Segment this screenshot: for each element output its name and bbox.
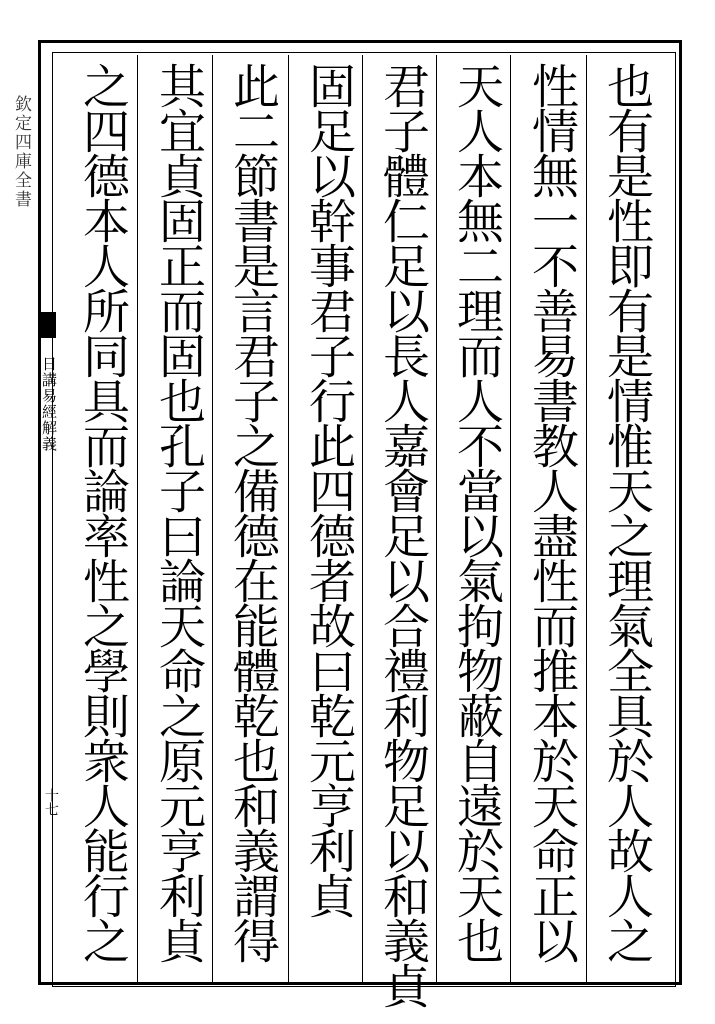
column-rule (436, 55, 437, 985)
page-number: 十七 (43, 788, 59, 816)
column-rule (510, 55, 511, 985)
text-frame (52, 52, 676, 1007)
text-column: 固足以幹事君子行此四德者故曰乾元亨利貞 (301, 62, 356, 917)
column-rule (586, 55, 587, 985)
column-rule (137, 55, 138, 985)
column-rule (212, 55, 213, 985)
text-column: 也有是性即有是情惟天之理氣全具於人故人之 (599, 62, 654, 962)
text-column: 天人本無二理而人不當以氣拘物蔽自遠於天也 (449, 62, 504, 962)
text-column: 性情無一不善易書教人盡性而推本於天命正以 (524, 62, 579, 962)
text-column: 君子體仁足以長人嘉會足以合禮利物足以和義貞 (375, 62, 430, 1007)
book-title: 日講易經解義 (40, 356, 58, 452)
text-column: 其宜貞固正而固也孔子曰論天命之原元亨利貞 (151, 62, 206, 962)
text-column: 此二節書是言君子之備德在能體乾也和義謂得 (225, 62, 280, 962)
page-spine (0, 40, 40, 985)
collection-header: 欽定四庫全書 (11, 95, 31, 209)
column-rule (288, 55, 289, 985)
column-rule (362, 55, 363, 985)
text-column: 之四德本人所同具而論率性之學則衆人能行之 (75, 62, 130, 962)
